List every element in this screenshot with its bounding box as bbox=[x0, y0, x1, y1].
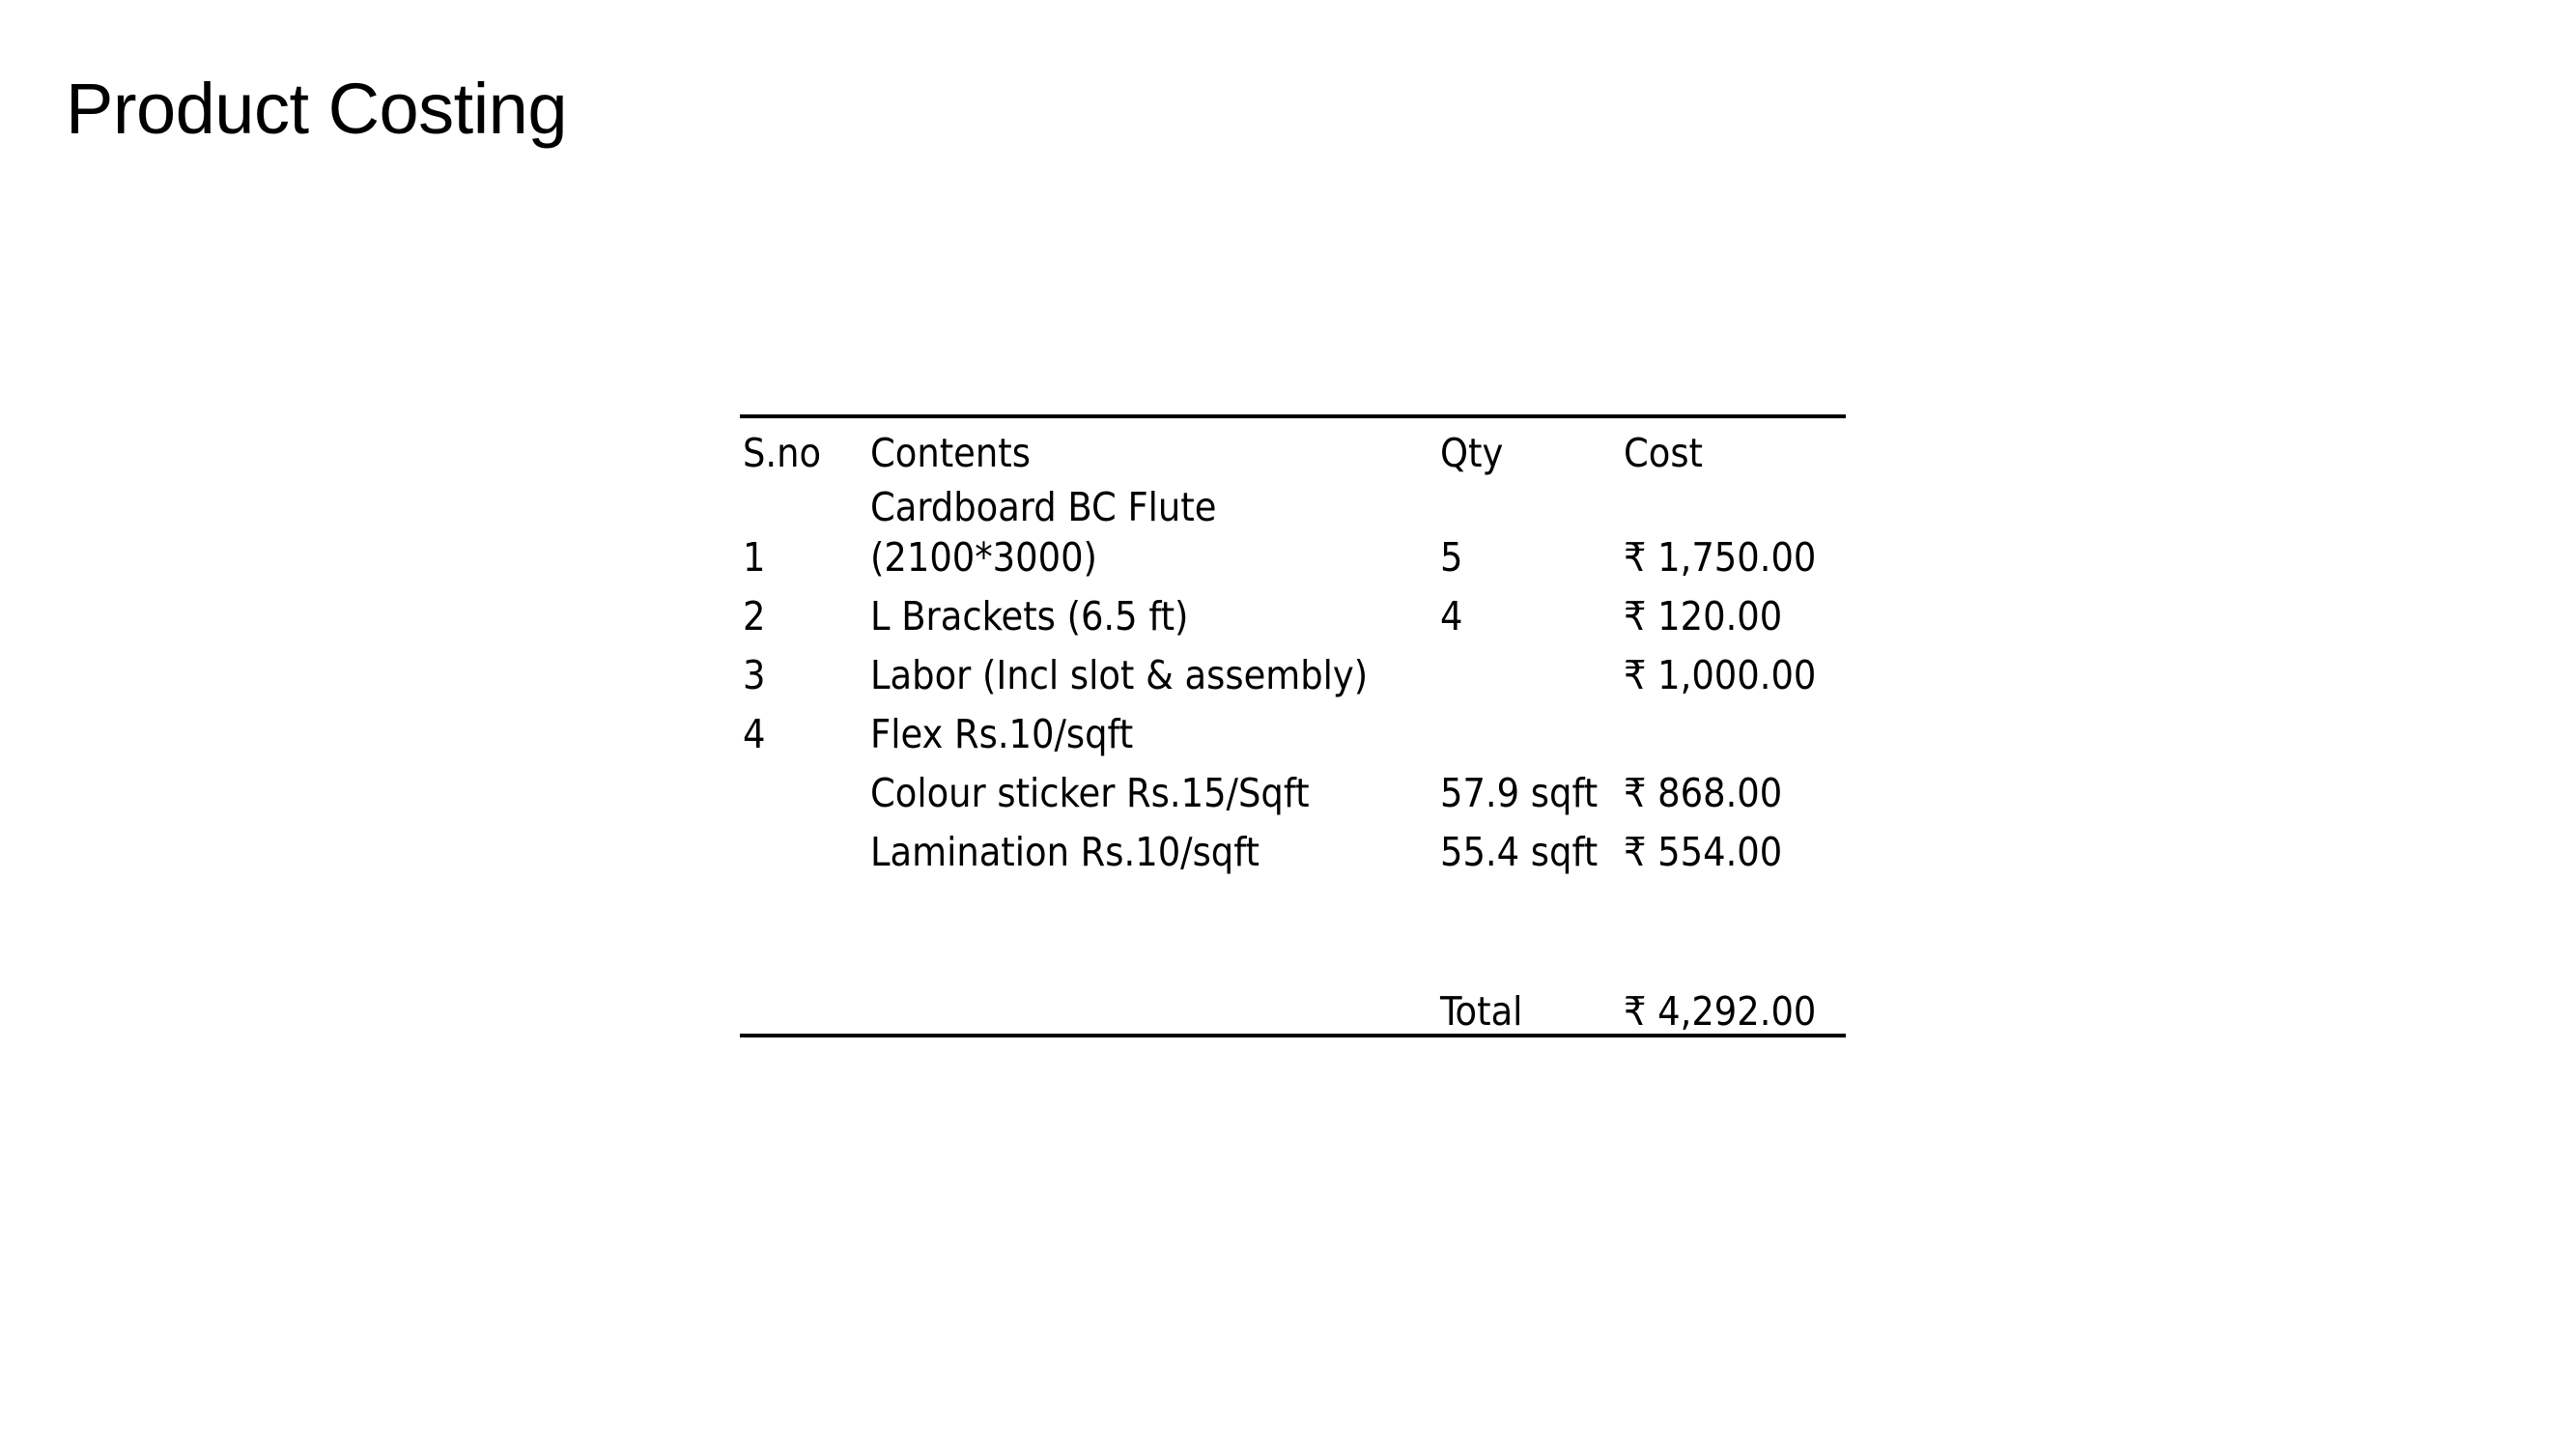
row-1-cost: ₹ 1,750.00 bbox=[1624, 534, 1817, 581]
header-contents: Contents bbox=[870, 430, 1031, 476]
row-4-sno: 4 bbox=[743, 711, 766, 757]
row-4-contents: Flex Rs.10/sqft bbox=[870, 711, 1134, 757]
row-6-contents: Lamination Rs.10/sqft bbox=[870, 829, 1260, 875]
row-3-sno: 3 bbox=[743, 652, 766, 698]
row-3-contents: Labor (Incl slot & assembly) bbox=[870, 652, 1369, 698]
row-5-qty: 57.9 sqft bbox=[1440, 770, 1599, 816]
header-cost: Cost bbox=[1624, 430, 1703, 476]
header-qty: Qty bbox=[1440, 430, 1504, 476]
row-6-cost: ₹ 554.00 bbox=[1624, 829, 1783, 875]
row-5-contents: Colour sticker Rs.15/Sqft bbox=[870, 770, 1310, 816]
row-1-qty: 5 bbox=[1440, 534, 1463, 581]
costing-table bbox=[740, 414, 1846, 1037]
row-1-sno: 1 bbox=[743, 534, 766, 581]
row-6-qty: 55.4 sqft bbox=[1440, 829, 1599, 875]
row-1-contents-line1: Cardboard BC Flute bbox=[870, 484, 1217, 530]
row-2-cost: ₹ 120.00 bbox=[1624, 593, 1783, 639]
total-value: ₹ 4,292.00 bbox=[1624, 988, 1817, 1035]
row-1-contents-line2: (2100*3000) bbox=[870, 534, 1097, 581]
row-3-cost: ₹ 1,000.00 bbox=[1624, 652, 1817, 698]
row-2-sno: 2 bbox=[743, 593, 766, 639]
header-sno: S.no bbox=[743, 430, 822, 476]
row-2-qty: 4 bbox=[1440, 593, 1463, 639]
total-label: Total bbox=[1440, 988, 1523, 1035]
row-2-contents: L Brackets (6.5 ft) bbox=[870, 593, 1189, 639]
page-title: Product Costing bbox=[66, 69, 567, 149]
row-5-cost: ₹ 868.00 bbox=[1624, 770, 1783, 816]
